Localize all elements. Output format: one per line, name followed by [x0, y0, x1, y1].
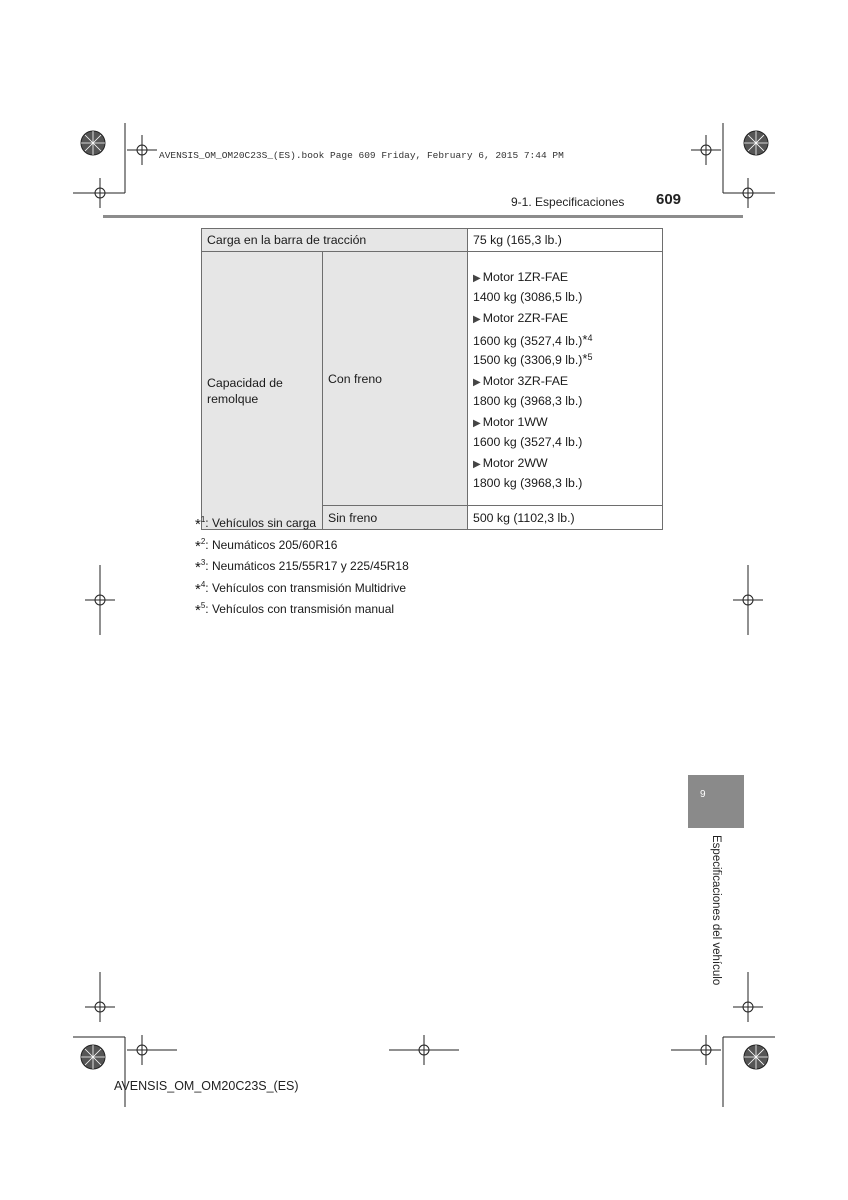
towing-label: Capacidad de remolque [207, 375, 283, 406]
table-row [202, 229, 663, 252]
chapter-title: Especificaciones del vehículo [710, 835, 722, 986]
motor-name: Motor 3ZR-FAE [482, 373, 569, 388]
capacity-value [473, 349, 657, 368]
triangle-bullet-icon: ▶ [473, 458, 481, 470]
triangle-bullet-icon: ▶ [473, 417, 481, 429]
motor-heading [473, 267, 657, 289]
motor-entry [473, 453, 657, 491]
motor-heading [473, 453, 657, 475]
motor-name: Motor 1ZR-FAE [482, 269, 569, 284]
footnote: *$^3$: Neumáticos 215/55R17 y 225/45R18 [195, 558, 409, 576]
capacity-value [473, 330, 657, 349]
footnote-ref: *5 [582, 350, 593, 366]
chapter-number: 9 [700, 789, 706, 800]
motor-name: Motor 1WW [482, 414, 548, 429]
motor-heading [473, 412, 657, 434]
footnote: *$^5$: Vehículos con transmisión manual [195, 601, 395, 619]
capacity-value [473, 434, 657, 450]
capacity-value [473, 475, 657, 491]
capacity-value [473, 289, 657, 305]
capacity-text: 1800 kg (3968,3 lb.) [473, 475, 583, 490]
capacity-text: 1600 kg (3527,4 lb.) [473, 434, 583, 449]
motor-name: Motor 2ZR-FAE [482, 310, 569, 325]
motor-name: Motor 2WW [482, 455, 548, 470]
motor-heading [473, 308, 657, 330]
motor-entry [473, 371, 657, 409]
footnote: *$^4$: Vehículos con transmisión Multidrive [195, 579, 407, 598]
unbraked-value-cell: 500 kg (1102,3 lb.) [468, 506, 663, 530]
motor-entry [473, 267, 657, 305]
drawbar-value-cell: 75 kg (165,3 lb.) [468, 229, 663, 252]
footnote-ref: *4 [582, 331, 593, 347]
footnote: *$^2$: Neumáticos 205/60R16 [195, 536, 338, 555]
motor-entry [473, 412, 657, 450]
capacity-text: 1600 kg (3527,4 lb.) [473, 333, 583, 348]
motor-heading [473, 371, 657, 393]
section-title: 9-1. Especificaciones [511, 195, 625, 209]
towing-spec-table [201, 228, 663, 530]
drawbar-label-cell: Carga en la barra de tracción [202, 229, 468, 252]
capacity-text: 1400 kg (3086,5 lb.) [473, 289, 583, 304]
chapter-tab [688, 775, 744, 828]
footnotes [195, 512, 409, 620]
capacity-text: 1800 kg (3968,3 lb.) [473, 393, 583, 408]
capacity-text: 1500 kg (3306,9 lb.) [473, 352, 583, 367]
towing-label-cell [202, 252, 323, 530]
page-number: 609 [656, 191, 682, 208]
braked-values-cell [468, 252, 663, 506]
table-row [202, 252, 663, 506]
triangle-bullet-icon: ▶ [473, 313, 481, 325]
motor-entry [473, 308, 657, 368]
braked-label-cell: Con freno [323, 252, 468, 506]
capacity-value [473, 393, 657, 409]
header-rule [103, 215, 743, 218]
document-footer: AVENSIS_OM_OM20C23S_(ES) [114, 1079, 299, 1093]
footnote: *$^1$: Vehículos sin carga [195, 515, 317, 533]
triangle-bullet-icon: ▶ [473, 272, 481, 284]
print-header: AVENSIS_OM_OM20C23S_(ES).book Page 609 Friday, February 6, 2015 7:44 PM [159, 150, 564, 161]
braked-entries-list [473, 267, 657, 491]
unbraked-label-cell: Sin freno [323, 506, 468, 530]
triangle-bullet-icon: ▶ [473, 376, 481, 388]
